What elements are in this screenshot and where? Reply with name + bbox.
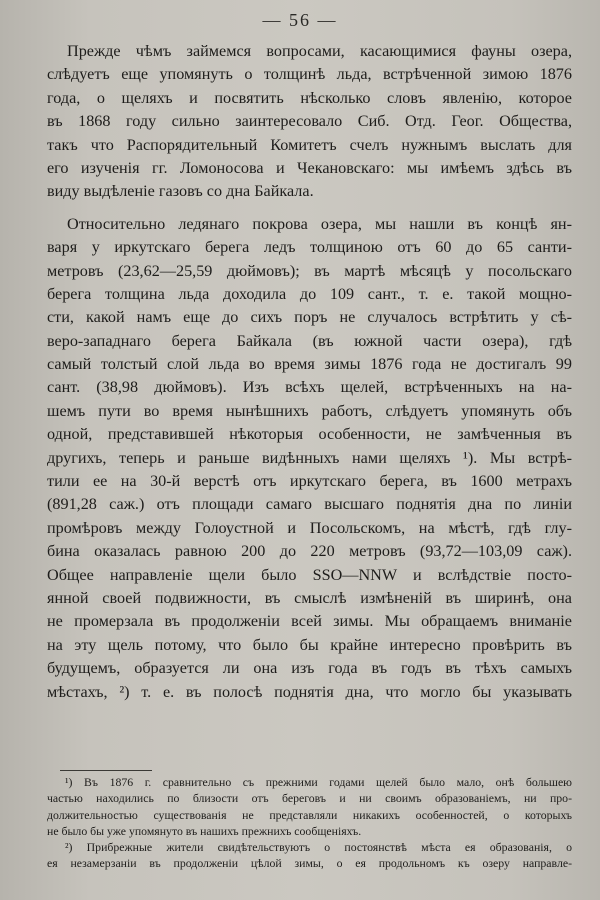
text-line: самый толстый слой льда во время зимы 1876 года не достигалъ 99 xyxy=(47,355,572,374)
text-line: на эту щель потому, что было бы крайне интересно провѣрить въ xyxy=(47,635,572,654)
text-line: будущемъ, образуется ли она изъ года въ годъ въ тѣхъ самыхъ xyxy=(47,659,572,678)
text-line: слѣдуетъ еще упомянуть о толщинѣ льда, встрѣченной зимою 1876 xyxy=(47,65,572,84)
paragraph-fauna-intro xyxy=(47,40,572,204)
text-line: (891,28 саж.) отъ площади самаго высшаго поднятія дна по линіи xyxy=(47,495,572,514)
footnote-2 xyxy=(47,839,572,872)
text-line: промѣровъ между Голоустной и Посольскомъ, на мѣстѣ, гдѣ глу- xyxy=(47,518,572,537)
footnote-line: не было бы уже упомянуто въ нашихъ прежнихъ сообщеніяхъ. xyxy=(47,823,362,838)
text-line: одной, представившей нѣкоторыя особенности, не замѣченныя въ xyxy=(47,425,572,444)
footnote-line: ²) Прибрежные жители свидѣтельствуютъ о постоянствѣ мѣста ея образованія, о xyxy=(65,840,572,855)
text-line: Прежде чѣмъ займемся вопросами, касающимися фауны озера, xyxy=(67,42,572,60)
text-line: бина оказалась равною 200 до 220 метровъ (93,72—103,09 саж). xyxy=(47,542,572,561)
text-line: тили ее на 30-й верстѣ отъ иркутскаго берега, въ 1600 метрахъ xyxy=(47,472,572,491)
text-line: его изученія гг. Ломоносова и Чекановскаго: мы имѣемъ здѣсь въ xyxy=(47,158,572,177)
text-line: Относительно ледянаго покрова озера, мы нашли въ концѣ ян- xyxy=(67,214,572,233)
footnotes xyxy=(47,774,572,872)
text-line: метровъ (23,62—25,59 дюймовъ); въ мартѣ мѣсяцѣ у посольскаго xyxy=(47,261,572,280)
footnote-line: ¹) Въ 1876 г. сравнительно съ прежними годами щелей было мало, онѣ большею xyxy=(65,775,572,789)
text-line: виду выдѣленіе газовъ со дна Байкала. xyxy=(47,182,314,201)
text-line: сант. (38,98 дюймовъ). Изъ всѣхъ щелей, встрѣченныхъ на на- xyxy=(47,378,572,397)
text-line: не промерзала въ продолженіи всей зимы. Мы обращаемъ вниманіе xyxy=(47,612,572,631)
body-text xyxy=(47,40,572,704)
text-line: другихъ, теперь и раньше видѣнныхъ нами щеляхъ ¹). Мы встрѣ- xyxy=(47,448,572,467)
text-line: такъ что Распорядительный Комитетъ счелъ нужнымъ выслать для xyxy=(47,135,572,154)
text-line: берега толщина льда доходила до 109 сант., т. е. такой мощно- xyxy=(47,284,572,303)
text-line: мѣстахъ, ²) т. е. въ полосѣ поднятія дна, что могло бы указывать xyxy=(47,682,572,701)
page-number: — 56 — xyxy=(262,10,338,30)
text-line: шемъ пути во время нынѣшнихъ работъ, слѣдуетъ упомянуть объ xyxy=(47,401,572,420)
footnote-divider xyxy=(60,770,152,771)
footnote-1 xyxy=(47,774,572,839)
footnote-line: должительностью существованія не представляли никакихъ особенностей, о которыхъ xyxy=(47,807,572,822)
footnote-line: ея незамерзаніи въ продолженіи цѣлой зимы, о ея продольномъ къ озеру направле- xyxy=(47,856,572,871)
text-line: Общее направленіе щели было SSO—NNW и вслѣдствіе посто- xyxy=(47,565,572,584)
footnote-line: частью находились по близости отъ береговъ и ни своимъ образованіемъ, ни про- xyxy=(47,791,572,806)
text-line: сти, какой намъ еще до сихъ поръ не случалось встрѣтить у сѣ- xyxy=(47,308,572,327)
text-line: варя у иркутскаго берега ледъ толщиною отъ 60 до 65 санти- xyxy=(47,238,572,257)
text-line: года, о щеляхъ и посвятить нѣсколько словъ явленію, которое xyxy=(47,88,572,107)
text-line: янной своей подвижности, въ смыслѣ измѣненій въ ширинѣ, она xyxy=(47,588,572,607)
paragraph-ice-cover xyxy=(47,213,572,704)
text-line: веро-западнаго берега Байкала (въ южной части озера), гдѣ xyxy=(47,331,572,350)
text-line: въ 1868 году сильно заинтересовало Сиб. Отд. Геог. Общества, xyxy=(47,112,572,131)
